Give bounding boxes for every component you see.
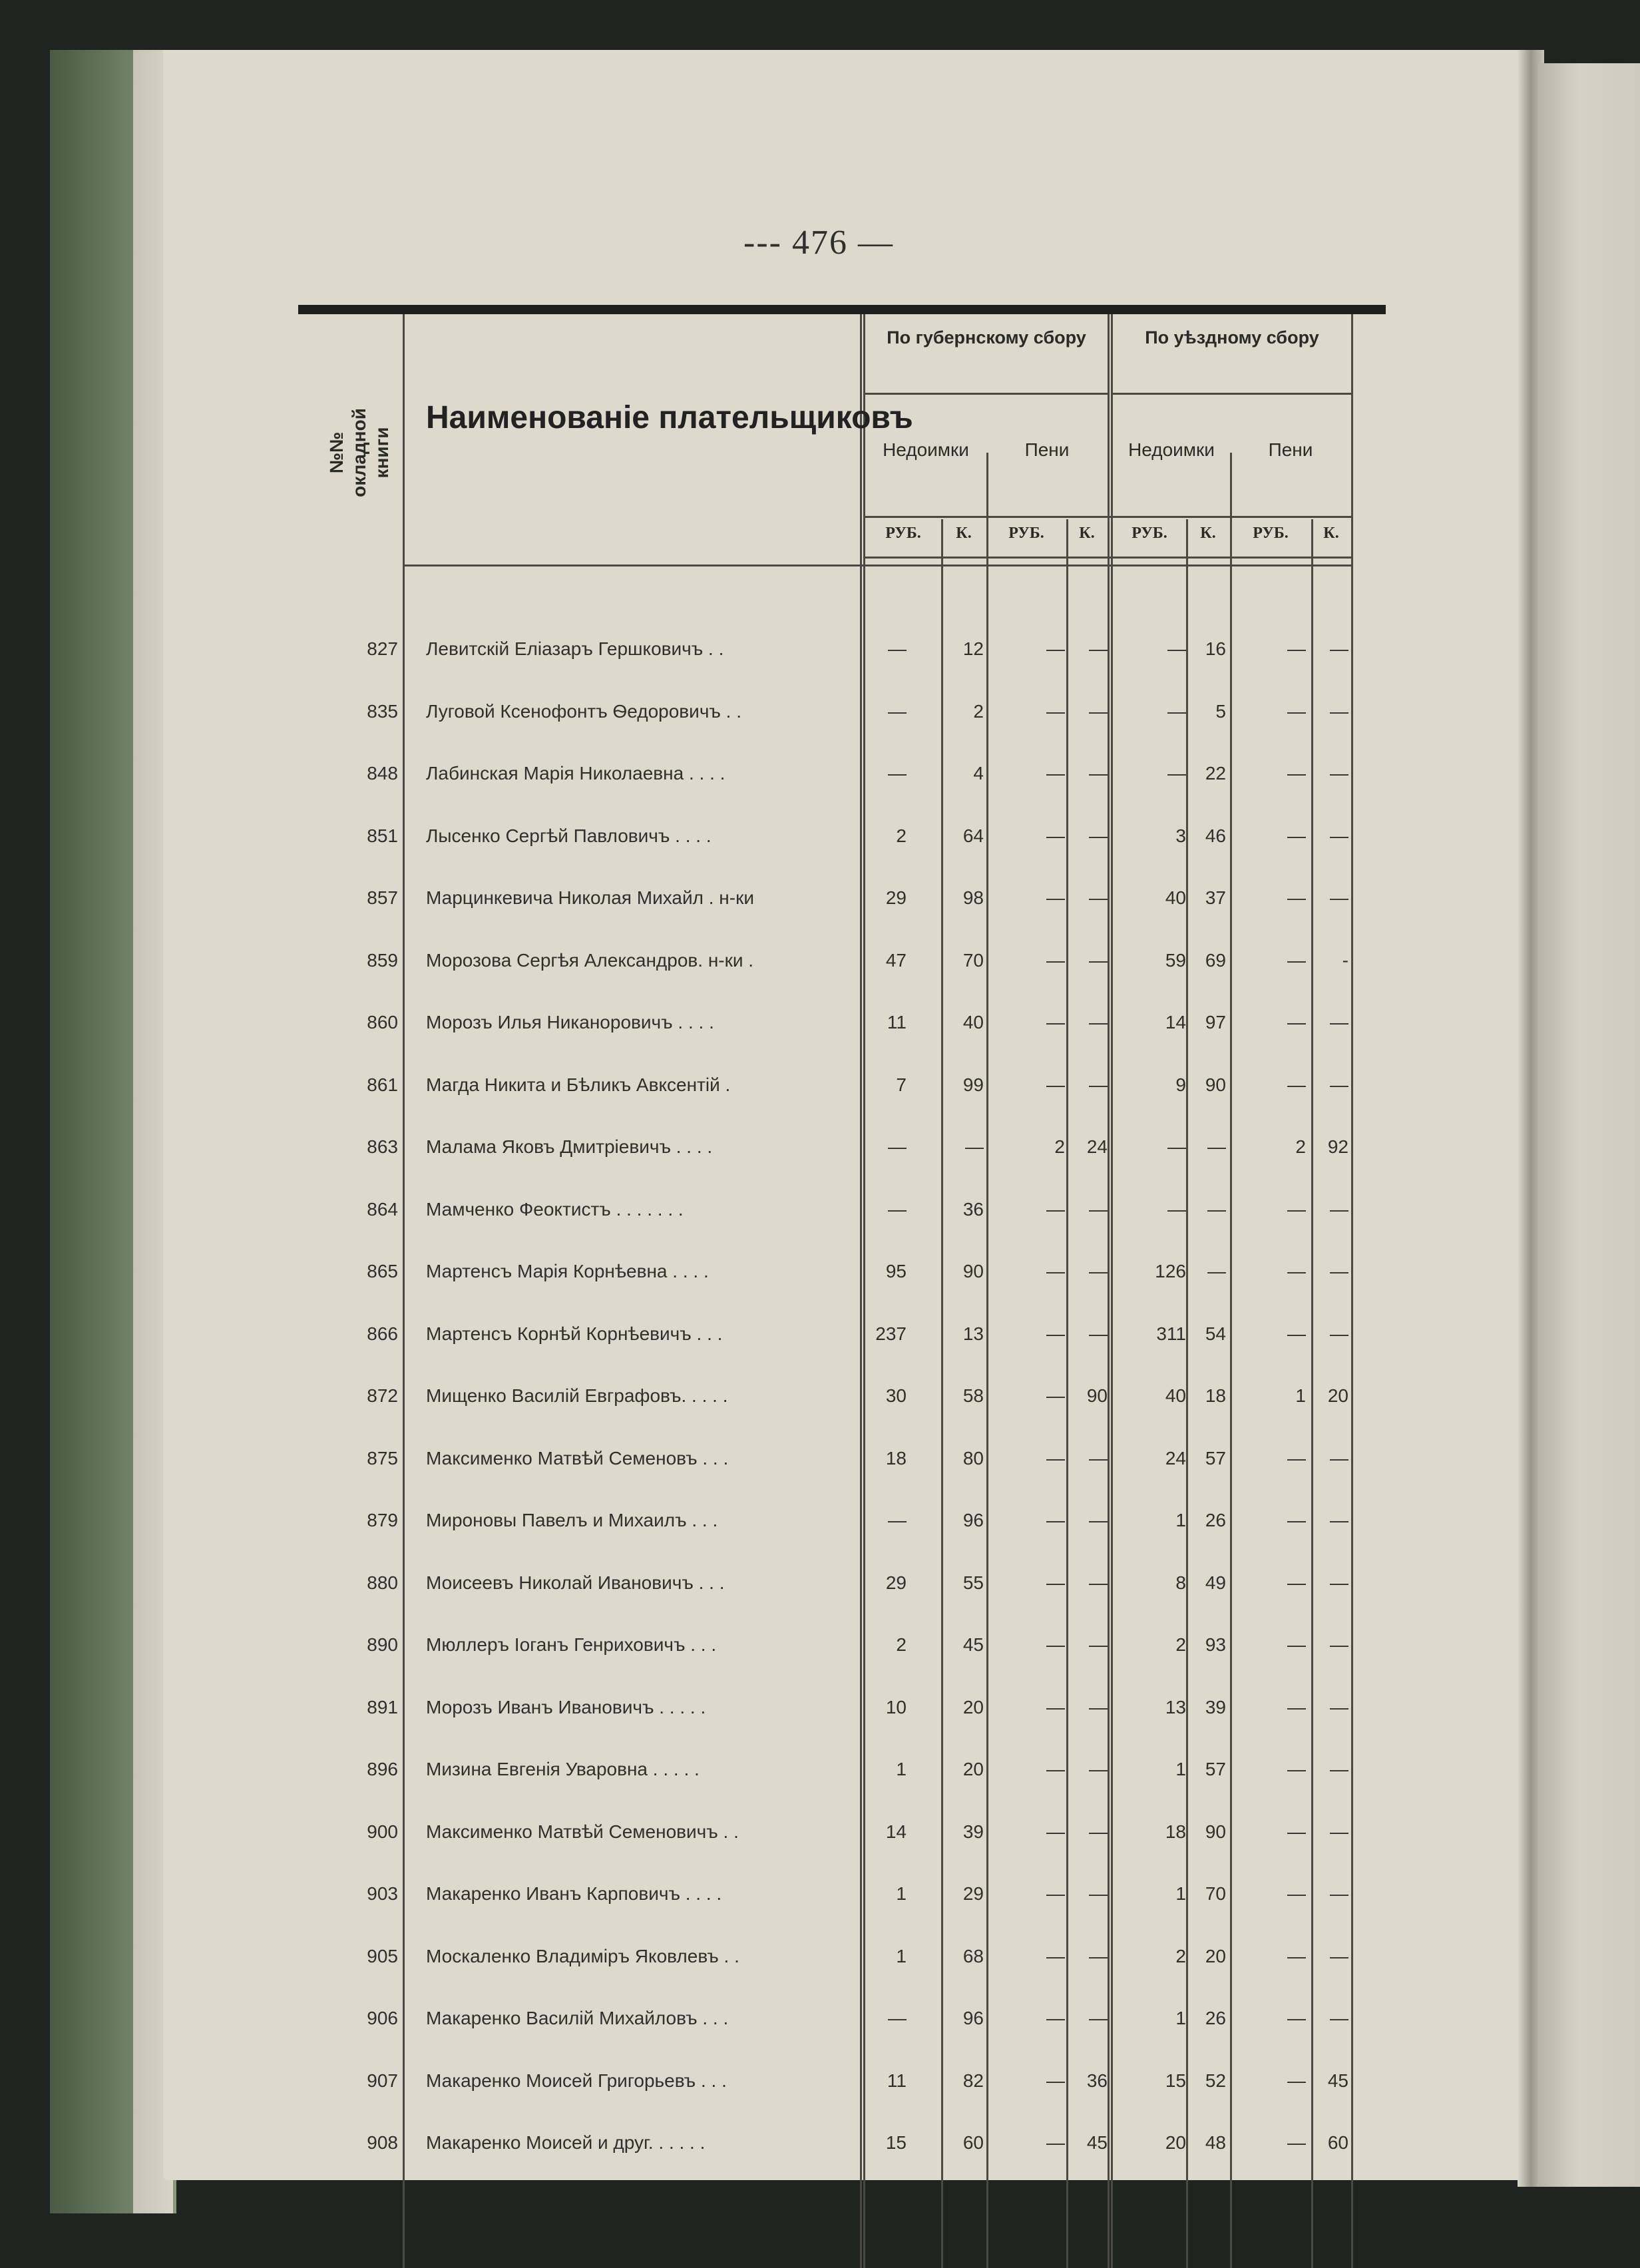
gub-penalty-kop: — [1089,1198,1108,1220]
unit-kop: К. [1323,525,1339,542]
payer-name: Мартенсъ Корнѣй Корнѣевичъ . . . [426,1323,723,1344]
gub-arrears-kop: 64 [962,825,984,846]
gub-arrears-kop: 60 [962,2132,984,2153]
uezd-arrears-kop: 90 [1205,1074,1226,1095]
uezd-arrears-rub: 126 [1155,1261,1186,1281]
payer-name: Моисеевъ Николай Ивановичъ . . . [426,1572,725,1593]
payer-name: Лабинская Марія Николаевна . . . . [426,763,725,784]
uezd-arrears-kop: — [1207,1261,1226,1281]
gub-arrears-rub: — [888,2008,907,2028]
uezd-penalty-kop: 92 [1327,1136,1348,1157]
uezd-penalty-rub: — [1287,1821,1306,1842]
payer-name: Морозова Сергѣя Александров. н-ки . [426,949,754,971]
uezd-arrears-rub: 1 [1175,2008,1186,2028]
row-number: 860 [367,1012,398,1032]
table-row [0,871,1640,925]
table-row [0,685,1640,738]
uezd-penalty-kop: — [1330,1261,1348,1281]
gub-arrears-rub: — [888,700,907,722]
uezd-arrears-rub: — [1167,638,1186,659]
gub-penalty-kop: — [1089,1261,1108,1281]
gub-arrears-kop: 98 [962,887,984,908]
gub-penalty-kop: 24 [1086,1136,1108,1157]
uezd-penalty-rub: 2 [1295,1136,1306,1157]
unit-kop: К. [1200,525,1216,542]
uezd-arrears-rub: 13 [1165,1696,1186,1717]
uezd-penalty-kop: 45 [1327,2070,1348,2091]
payer-name: Москаленко Владиміръ Яковлевъ . . [426,1945,739,1966]
gub-penalty-kop: — [1089,887,1108,908]
grid-line [403,565,1351,567]
gub-penalty-rub: — [1046,949,1065,971]
payer-name: Марцинкевича Николая Михайл . н-ки [426,887,754,908]
uezd-arrears-kop: 49 [1205,1572,1226,1593]
gub-arrears-rub: 7 [896,1074,907,1095]
uezd-penalty-kop: — [1330,638,1348,659]
gub-penalty-kop: — [1089,1759,1108,1779]
uezd-arrears-kop: 54 [1205,1323,1226,1344]
gub-penalty-kop: — [1089,1572,1108,1593]
table-row [0,2116,1640,2169]
uezd-arrears-kop: 39 [1205,1696,1226,1717]
uezd-penalty-kop: — [1330,1510,1348,1530]
uezd-penalty-kop: — [1330,763,1348,784]
gub-penalty-kop: — [1089,1945,1108,1966]
gub-penalty-rub: — [1046,887,1065,908]
uezd-arrears-kop: 5 [1215,700,1226,722]
gub-penalty-kop: — [1089,1696,1108,1717]
uezd-penalty-rub: — [1287,1634,1306,1655]
uezd-arrears-rub: 40 [1165,887,1186,908]
uezd-penalty-rub: — [1287,700,1306,722]
uezd-arrears-rub: 2 [1175,1945,1186,1966]
gub-penalty-rub: — [1046,1012,1065,1032]
gub-arrears-rub: 1 [896,1945,907,1966]
column-header-name: Наименованіе плательщиковъ [426,400,913,435]
uezd-arrears-rub: 18 [1165,1821,1186,1842]
gub-arrears-kop: 39 [962,1821,984,1842]
table-row [0,1618,1640,1672]
uezd-penalty-rub: — [1287,1447,1306,1469]
row-number: 835 [367,700,398,722]
table-row [0,1930,1640,1983]
gub-arrears-kop: 82 [962,2070,984,2091]
gub-penalty-rub: — [1046,2008,1065,2028]
gub-arrears-kop: 4 [973,763,984,784]
row-number: 875 [367,1447,398,1469]
uezd-penalty-rub: — [1287,825,1306,846]
gub-penalty-rub: — [1046,1510,1065,1530]
uezd-penalty-kop: — [1330,1634,1348,1655]
uezd-penalty-kop: — [1330,1883,1348,1904]
group-header-uezd: По уѣздному сбору [1145,328,1319,347]
gub-arrears-kop: 20 [962,1696,984,1717]
gub-penalty-kop: — [1089,763,1108,784]
gub-arrears-kop: 29 [962,1883,984,1904]
uezd-penalty-rub: — [1287,1261,1306,1281]
gub-penalty-kop: — [1089,1883,1108,1904]
uezd-arrears-kop: 97 [1205,1012,1226,1032]
uezd-penalty-rub: — [1287,1572,1306,1593]
table-row [0,747,1640,800]
row-number: 880 [367,1572,398,1593]
gub-penalty-kop: — [1089,1821,1108,1842]
gub-penalty-kop: — [1089,2008,1108,2028]
table-row [0,1743,1640,1796]
uezd-arrears-kop: 18 [1205,1385,1226,1406]
row-number: 848 [367,763,398,784]
table-top-rule [298,305,1386,314]
gub-penalty-rub: — [1046,1696,1065,1717]
gub-penalty-rub: — [1046,763,1065,784]
uezd-arrears-rub: 2 [1175,1634,1186,1655]
uezd-penalty-kop: — [1330,1074,1348,1095]
payer-name: Максименко Матвѣй Семеновичъ . . [426,1821,739,1842]
gub-penalty-kop: — [1089,1323,1108,1344]
uezd-arrears-rub: 20 [1165,2132,1186,2153]
gub-penalty-rub: — [1046,1198,1065,1220]
uezd-arrears-kop: 90 [1205,1821,1226,1842]
payer-name: Мищенко Василій Евграфовъ. . . . . [426,1385,728,1406]
uezd-arrears-kop: 22 [1205,763,1226,784]
gub-arrears-rub: 1 [896,1883,907,1904]
gub-penalty-kop: — [1089,949,1108,971]
payer-name: Малама Яковъ Дмитріевичъ . . . . [426,1136,713,1157]
uezd-arrears-kop: 48 [1205,2132,1226,2153]
gub-penalty-rub: — [1046,1821,1065,1842]
uezd-arrears-kop: 52 [1205,2070,1226,2091]
gub-penalty-rub: — [1046,1634,1065,1655]
uezd-penalty-rub: — [1287,1883,1306,1904]
table-row [0,1432,1640,1485]
gub-arrears-kop: 55 [962,1572,984,1593]
payer-name: Левитскій Еліазаръ Гершковичъ . . [426,638,724,659]
grid-line [865,516,1351,518]
row-number: 851 [367,825,398,846]
row-number: 866 [367,1323,398,1344]
uezd-penalty-kop: — [1330,1198,1348,1220]
table-row [0,1681,1640,1734]
row-number: 900 [367,1821,398,1842]
uezd-penalty-rub: — [1287,1759,1306,1779]
table-row [0,1992,1640,2045]
uezd-arrears-rub: — [1167,1136,1186,1157]
gub-penalty-rub: — [1046,1447,1065,1469]
gub-arrears-kop: — [965,1136,984,1157]
gub-penalty-rub: — [1046,1572,1065,1593]
gub-penalty-kop: — [1089,1634,1108,1655]
gub-arrears-kop: 45 [962,1634,984,1655]
gub-penalty-rub: — [1046,1385,1065,1406]
uezd-penalty-kop: — [1330,1323,1348,1344]
row-number: 906 [367,2008,398,2028]
gub-arrears-rub: 14 [885,1821,907,1842]
uezd-arrears-rub: 8 [1175,1572,1186,1593]
unit-rub: РУБ. [885,525,921,542]
payer-name: Морозъ Иванъ Ивановичъ . . . . . [426,1696,706,1717]
payer-name: Макаренко Моисей и друг. . . . . . [426,2132,706,2153]
uezd-penalty-kop: — [1330,1447,1348,1469]
uezd-arrears-rub: 59 [1165,949,1186,971]
uezd-penalty-rub: — [1287,1510,1306,1530]
gub-arrears-rub: 237 [875,1323,907,1344]
unit-rub: РУБ. [1131,525,1167,542]
row-number: 859 [367,949,398,971]
uezd-arrears-rub: 40 [1165,1385,1186,1406]
uezd-arrears-kop: 46 [1205,825,1226,846]
gub-arrears-rub: 1 [896,1759,907,1779]
gub-penalty-kop: 90 [1086,1385,1108,1406]
table-row [0,1245,1640,1298]
uezd-arrears-rub: 1 [1175,1759,1186,1779]
uezd-penalty-kop: — [1330,2008,1348,2028]
gub-arrears-rub: 18 [885,1447,907,1469]
uezd-penalty-rub: — [1287,1945,1306,1966]
uezd-penalty-kop: - [1342,949,1348,971]
uezd-penalty-kop: 20 [1327,1385,1348,1406]
gub-penalty-rub: — [1046,2070,1065,2091]
gub-arrears-kop: 40 [962,1012,984,1032]
uezd-arrears-rub: 1 [1175,1510,1186,1530]
uezd-arrears-kop: 26 [1205,1510,1226,1530]
gub-arrears-rub: 30 [885,1385,907,1406]
gub-arrears-kop: 36 [962,1198,984,1220]
gub-penalty-rub: — [1046,1074,1065,1095]
uezd-penalty-rub: — [1287,2008,1306,2028]
unit-kop: К. [956,525,972,542]
column-header-number: №№ окладной книги [326,408,392,497]
gub-penalty-kop: — [1089,1074,1108,1095]
table-row [0,2054,1640,2108]
uezd-arrears-kop: 57 [1205,1447,1226,1469]
uezd-penalty-rub: — [1287,887,1306,908]
gub-penalty-kop: 45 [1086,2132,1108,2153]
unit-rub: РУБ. [1253,525,1289,542]
gub-penalty-kop: — [1089,1510,1108,1530]
uezd-arrears-rub: 24 [1165,1447,1186,1469]
grid-line [865,393,1108,395]
uezd-penalty-kop: — [1330,1572,1348,1593]
payer-name: Максименко Матвѣй Семеновъ . . . [426,1447,729,1469]
gub-arrears-kop: 80 [962,1447,984,1469]
table-row [0,1307,1640,1361]
gub-penalty-rub: — [1046,1261,1065,1281]
gub-arrears-kop: 12 [962,638,984,659]
payer-name: Макаренко Иванъ Карповичъ . . . . [426,1883,722,1904]
gub-penalty-kop: — [1089,825,1108,846]
gub-arrears-rub: 2 [896,825,907,846]
page-number: --- 476 — [743,224,894,262]
sub-header-nedoimki-gub: Недоимки [883,439,969,460]
uezd-arrears-rub: 15 [1165,2070,1186,2091]
gub-arrears-kop: 68 [962,1945,984,1966]
uezd-penalty-kop: — [1330,825,1348,846]
row-number: 865 [367,1261,398,1281]
gub-arrears-kop: 96 [962,1510,984,1530]
table-row [0,1183,1640,1236]
gub-arrears-rub: — [888,1136,907,1157]
gub-arrears-rub: 10 [885,1696,907,1717]
payer-name: Макаренко Василій Михайловъ . . . [426,2008,729,2028]
table-row [0,996,1640,1049]
sub-header-nedoimki-uezd: Недоимки [1128,439,1215,460]
uezd-penalty-rub: — [1287,1323,1306,1344]
uezd-arrears-kop: 16 [1205,638,1226,659]
gub-penalty-kop: — [1089,1012,1108,1032]
row-number: 857 [367,887,398,908]
uezd-penalty-kop: — [1330,1012,1348,1032]
row-number: 907 [367,2070,398,2091]
gub-penalty-rub: — [1046,700,1065,722]
table-row [0,1058,1640,1112]
gub-penalty-kop: 36 [1086,2070,1108,2091]
uezd-arrears-kop: 69 [1205,949,1226,971]
unit-kop: К. [1079,525,1095,542]
row-number: 827 [367,638,398,659]
table-row [0,1369,1640,1423]
gub-arrears-rub: 2 [896,1634,907,1655]
gub-penalty-rub: — [1046,1323,1065,1344]
gub-penalty-rub: — [1046,1945,1065,1966]
uezd-penalty-rub: — [1287,2132,1306,2153]
uezd-arrears-kop: — [1207,1136,1226,1157]
unit-rub: РУБ. [1008,525,1044,542]
sub-header-peni-uezd: Пени [1268,439,1313,460]
payer-name: Мамченко Феоктистъ . . . . . . . [426,1198,684,1220]
row-number: 908 [367,2132,398,2153]
gub-penalty-rub: — [1046,1759,1065,1779]
gub-arrears-rub: 47 [885,949,907,971]
payer-name: Лысенко Сергѣй Павловичъ . . . . [426,825,712,846]
payer-name: Магда Никита и Бѣликъ Авксентій . [426,1074,731,1095]
gub-penalty-kop: — [1089,638,1108,659]
uezd-penalty-kop: — [1330,887,1348,908]
payer-name: Макаренко Моисей Григорьевъ . . . [426,2070,727,2091]
payer-name: Луговой Ксенофонтъ Ѳедоровичъ . . [426,700,742,722]
row-number: 879 [367,1510,398,1530]
uezd-arrears-rub: 3 [1175,825,1186,846]
uezd-arrears-rub: — [1167,1198,1186,1220]
uezd-penalty-kop: — [1330,1759,1348,1779]
row-number: 903 [367,1883,398,1904]
gub-arrears-rub: 11 [887,2070,907,2091]
uezd-arrears-rub: — [1167,700,1186,722]
uezd-arrears-kop: 57 [1205,1759,1226,1779]
table-row [0,809,1640,863]
uezd-penalty-kop: — [1330,1696,1348,1717]
row-number: 861 [367,1074,398,1095]
uezd-arrears-rub: — [1167,763,1186,784]
group-header-gub: По губернскому сбору [887,328,1086,347]
uezd-penalty-rub: — [1287,1074,1306,1095]
payer-name: Мизина Евгенія Уваровна . . . . . [426,1759,700,1779]
gub-arrears-rub: 29 [885,887,907,908]
gub-arrears-rub: — [888,1510,907,1530]
gub-arrears-rub: — [888,638,907,659]
uezd-penalty-kop: — [1330,1821,1348,1842]
uezd-arrears-kop: 37 [1205,887,1226,908]
uezd-penalty-kop: — [1330,1945,1348,1966]
row-number: 863 [367,1136,398,1157]
gub-arrears-kop: 58 [962,1385,984,1406]
uezd-penalty-rub: — [1287,638,1306,659]
row-number: 905 [367,1945,398,1966]
uezd-penalty-rub: — [1287,1198,1306,1220]
uezd-penalty-kop: 60 [1327,2132,1348,2153]
uezd-arrears-kop: 93 [1205,1634,1226,1655]
uezd-arrears-kop: 70 [1205,1883,1226,1904]
uezd-arrears-rub: 1 [1175,1883,1186,1904]
table-row [0,1120,1640,1174]
uezd-arrears-kop: 26 [1205,2008,1226,2028]
uezd-arrears-rub: 9 [1175,1074,1186,1095]
payer-name: Мироновы Павелъ и Михаилъ . . . [426,1510,718,1530]
sub-header-peni-gub: Пени [1024,439,1070,460]
payer-name: Мартенсъ Марія Корнѣевна . . . . [426,1261,709,1281]
gub-arrears-rub: 15 [885,2132,907,2153]
table-row [0,622,1640,676]
gub-penalty-rub: — [1046,825,1065,846]
gub-arrears-kop: 13 [962,1323,984,1344]
uezd-penalty-rub: — [1287,949,1306,971]
gub-arrears-kop: 2 [973,700,984,722]
payer-name: Морозъ Илья Никаноровичъ . . . . [426,1012,714,1032]
gub-penalty-kop: — [1089,700,1108,722]
gub-arrears-kop: 90 [962,1261,984,1281]
gub-penalty-kop: — [1089,1447,1108,1469]
uezd-penalty-rub: — [1287,1012,1306,1032]
table-row [0,1867,1640,1921]
uezd-arrears-kop: — [1207,1198,1226,1220]
payer-name: Мюллеръ Іоганъ Генриховичъ . . . [426,1634,717,1655]
gub-arrears-rub: — [888,1198,907,1220]
uezd-arrears-kop: 20 [1205,1945,1226,1966]
table-row [0,1805,1640,1859]
gub-arrears-kop: 99 [962,1074,984,1095]
table-row [0,1556,1640,1610]
uezd-penalty-rub: 1 [1295,1385,1306,1406]
gub-arrears-kop: 70 [962,949,984,971]
uezd-penalty-kop: — [1330,700,1348,722]
row-number: 890 [367,1634,398,1655]
gub-arrears-rub: — [888,763,907,784]
row-number: 864 [367,1198,398,1220]
grid-line [865,557,1351,559]
gub-arrears-rub: 95 [885,1261,907,1281]
gub-penalty-rub: — [1046,1883,1065,1904]
gub-penalty-rub: — [1046,638,1065,659]
gub-arrears-kop: 96 [962,2008,984,2028]
row-number: 872 [367,1385,398,1406]
gub-penalty-rub: — [1046,2132,1065,2153]
uezd-penalty-rub: — [1287,763,1306,784]
gub-arrears-rub: 29 [885,1572,907,1593]
table-row [0,1494,1640,1547]
grid-line [1113,393,1351,395]
gub-arrears-kop: 20 [962,1759,984,1779]
gub-arrears-rub: 11 [887,1012,907,1032]
row-number: 891 [367,1696,398,1717]
uezd-penalty-rub: — [1287,1696,1306,1717]
uezd-arrears-rub: 14 [1165,1012,1186,1032]
uezd-penalty-rub: — [1287,2070,1306,2091]
uezd-arrears-rub: 311 [1156,1323,1186,1344]
row-number: 896 [367,1759,398,1779]
table-row [0,934,1640,987]
gub-penalty-rub: 2 [1054,1136,1065,1157]
